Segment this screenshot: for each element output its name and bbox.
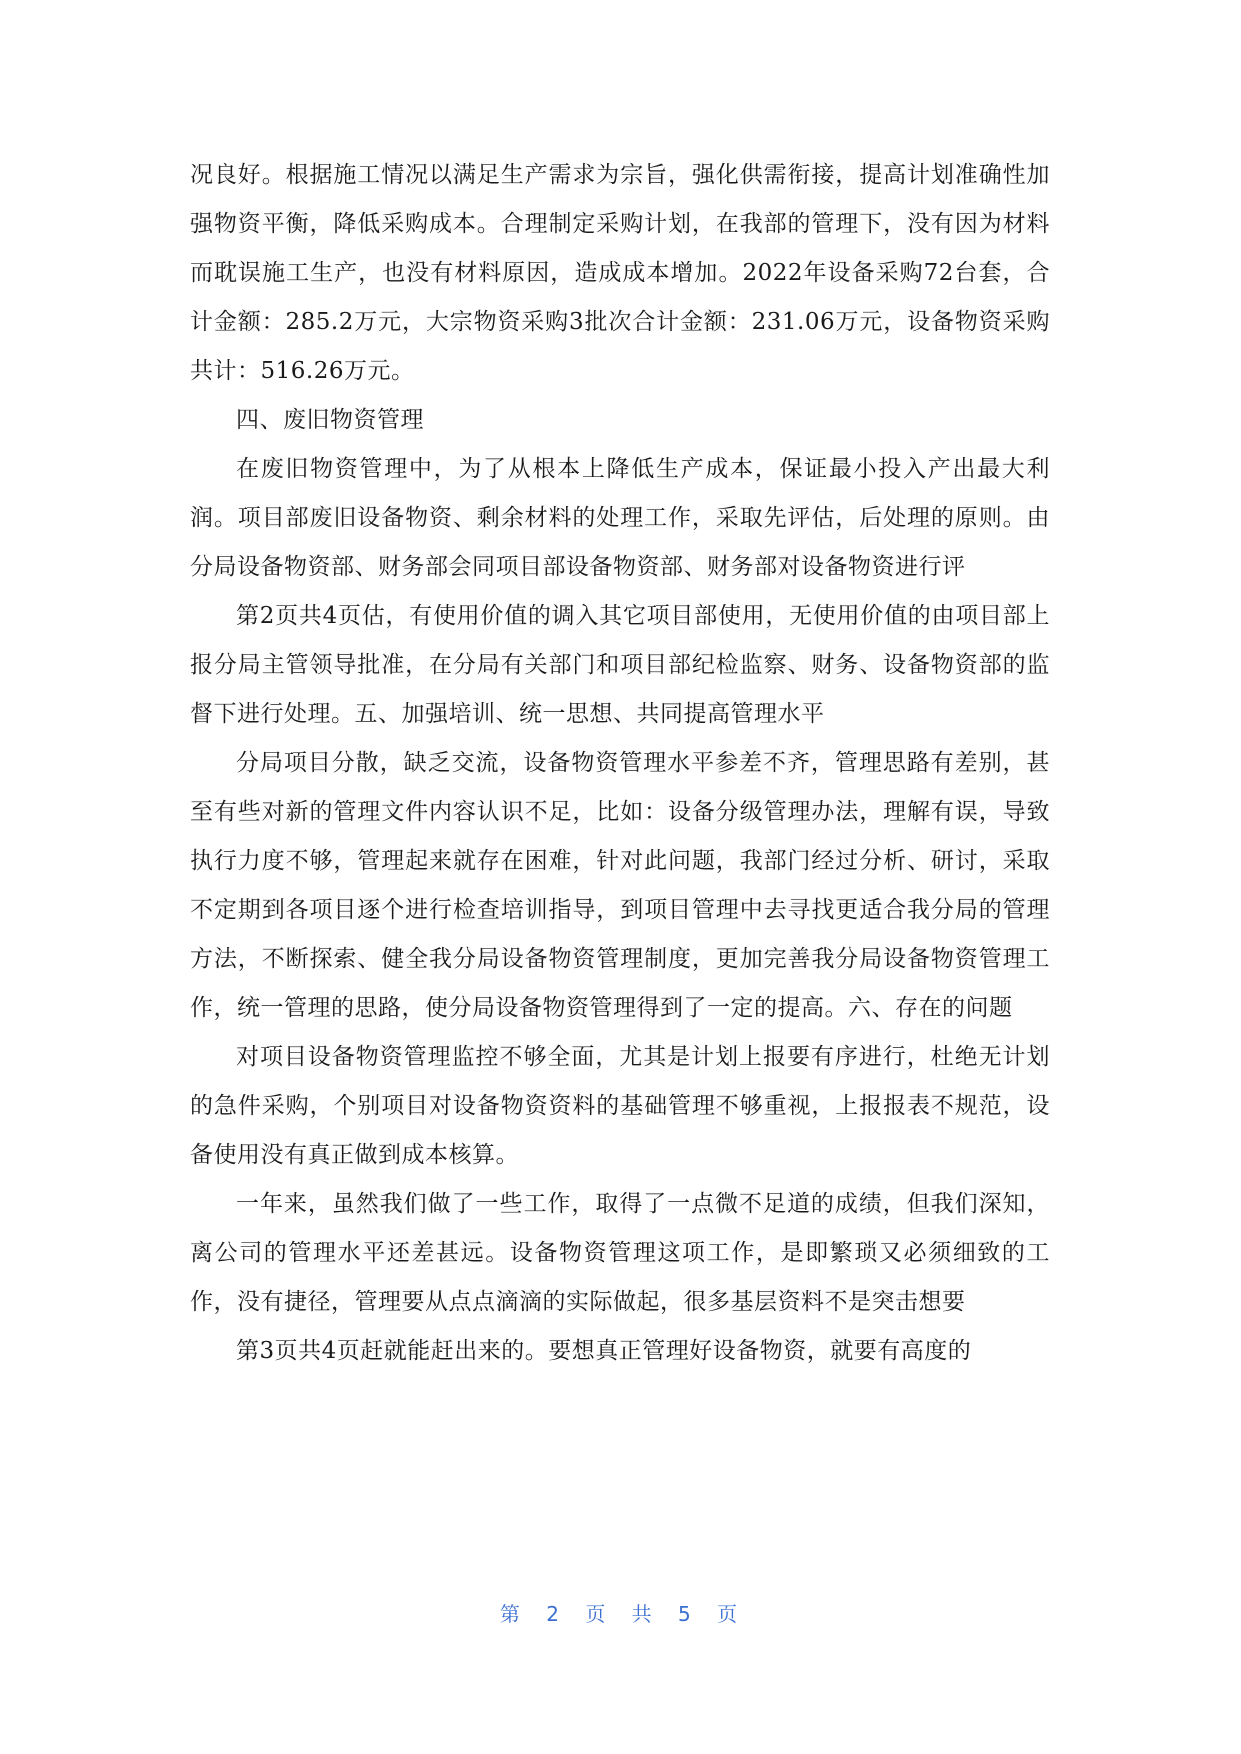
body-paragraph: 分局项目分散，缺乏交流，设备物资管理水平参差不齐，管理思路有差别，甚至有些对新的管理文件内容认识不足，比如：设备分级管理办法，理解有误，导致执行力度不够，管理起来就存在困难，针对此问题，我部门经过分析、研讨，采取不定期到各项目逐个进行检查培训指导，到项目管理中去寻找更适合我分局的管理方法，不断探索、健全我分局设备物资管理制度，更加完善我分局设备物资管理工作，统一管理的思路，使分局设备物资管理得到了一定的提高。六、存在的问题: [190, 750, 1050, 1021]
body-paragraph: 在废旧物资管理中，为了从根本上降低生产成本，保证最小投入产出最大利润。项目部废旧设备物资、剩余材料的处理工作，采取先评估，后处理的原则。由分局设备物资部、财务部会同项目部设备物资部、财务部对设备物资进行评: [190, 456, 1050, 580]
body-paragraph: 第2页共4页估，有使用价值的调入其它项目部使用，无使用价值的由项目部上报分局主管领导批准，在分局有关部门和项目部纪检监察、财务、设备物资部的监督下进行处理。五、加强培训、统一思想、共同提高管理水平: [190, 603, 1050, 727]
body-paragraph: 一年来，虽然我们做了一些工作，取得了一点微不足道的成绩，但我们深知，离公司的管理水平还差甚远。设备物资管理这项工作，是即繁琐又必须细致的工作，没有捷径，管理要从点点滴滴的实际做起，很多基层资料不是突击想要: [190, 1191, 1050, 1315]
body-paragraph: 对项目设备物资管理监控不够全面，尤其是计划上报要有序进行，杜绝无计划的急件采购，个别项目对设备物资资料的基础管理不够重视，上报报表不规范，设备使用没有真正做到成本核算。: [190, 1044, 1050, 1168]
section-heading-waste-materials: 四、废旧物资管理: [236, 407, 424, 433]
page-footer: 第 2 页 共 5 页: [499, 1602, 742, 1626]
body-paragraph: 第3页共4页赶就能赶出来的。要想真正管理好设备物资，就要有高度的: [236, 1338, 972, 1364]
document-body: [190, 151, 1050, 1376]
body-paragraph: 况良好。根据施工情况以满足生产需求为宗旨，强化供需衔接，提高计划准确性加强物资平衡，降低采购成本。合理制定采购计划，在我部的管理下，没有因为材料而耽误施工生产，也没有材料原因，造成成本增加。2022年设备采购72台套，合计金额：285.2万元，大宗物资采购3批次合计金额：231.06万元，设备物资采购共计：516.26万元。: [190, 162, 1050, 384]
